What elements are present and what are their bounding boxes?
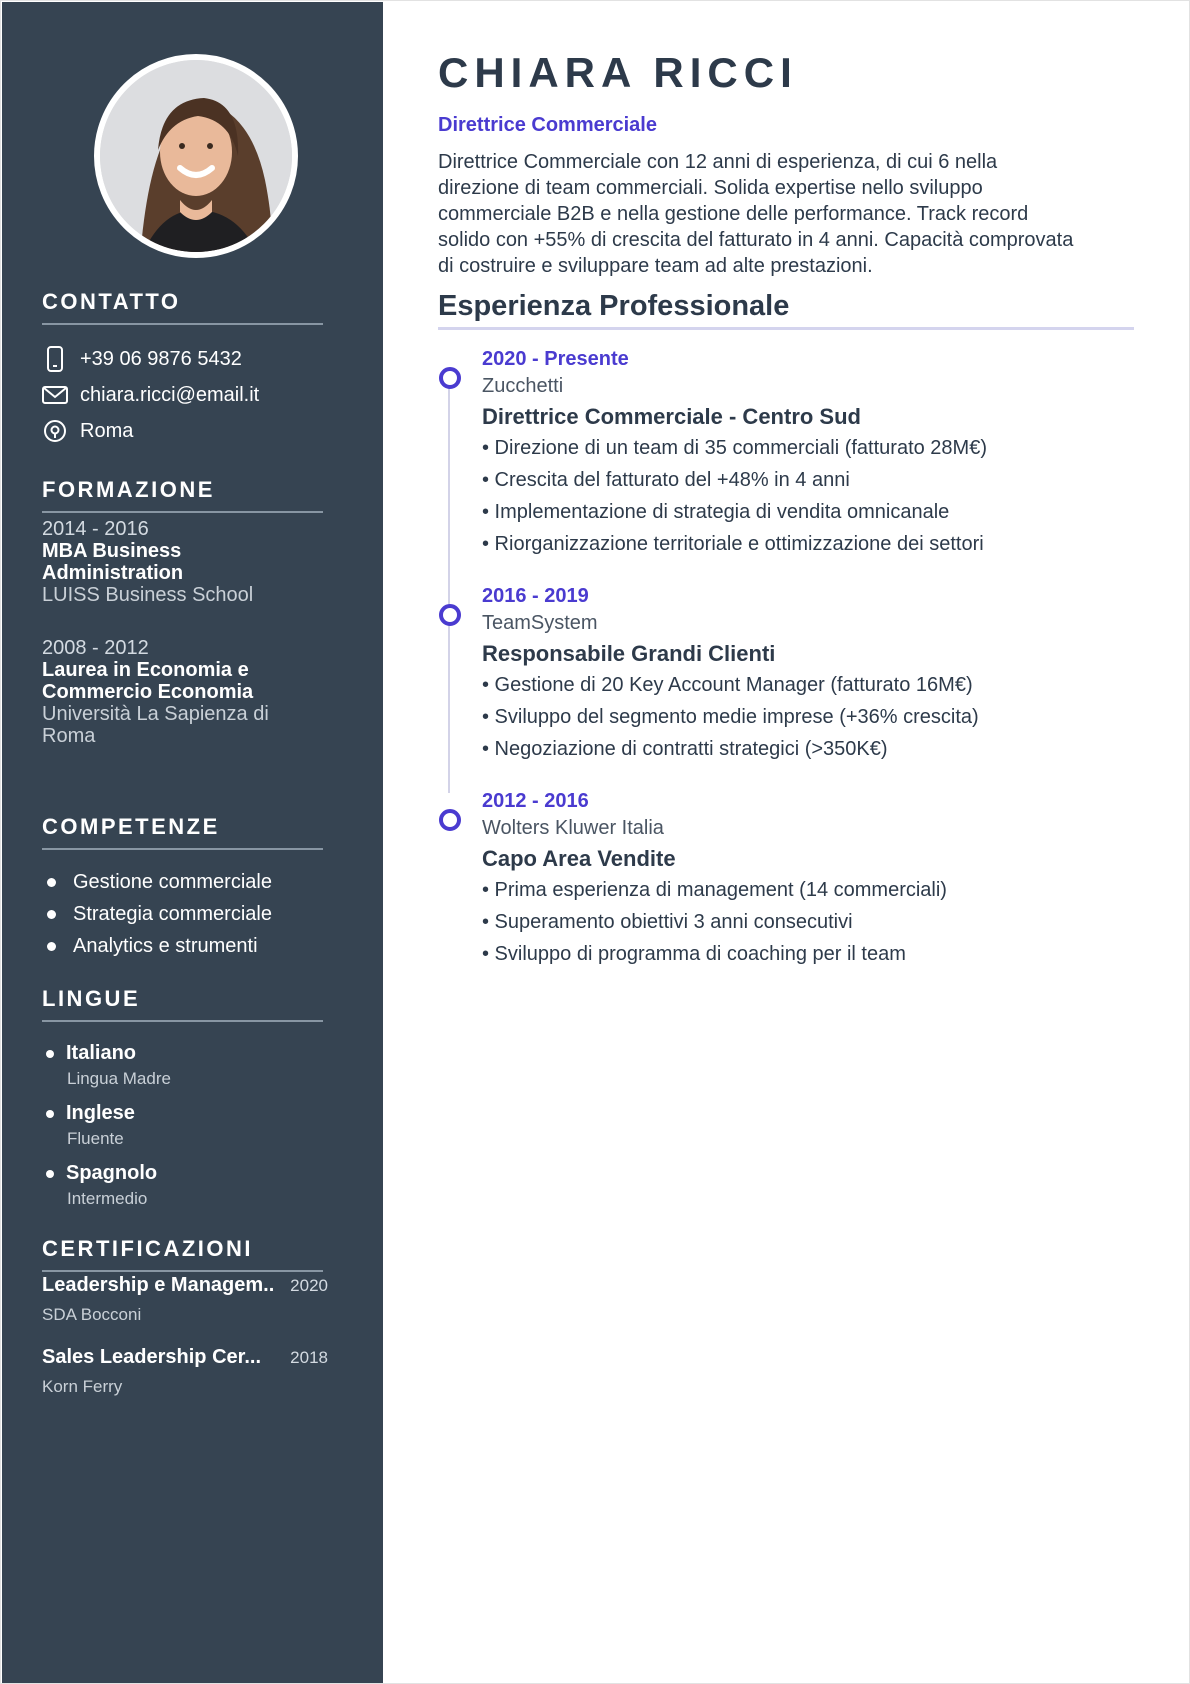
phone-icon — [42, 346, 68, 372]
certification-item — [42, 1274, 328, 1325]
sidebar — [2, 2, 383, 1683]
job-title: Direttrice Commerciale - Centro Sud — [482, 404, 861, 429]
bullet-icon — [46, 1170, 54, 1178]
language-item — [42, 1162, 332, 1209]
job-bullets — [482, 874, 1122, 970]
language-name: Italiano — [66, 1042, 137, 1064]
avatar-illustration — [100, 60, 292, 252]
phone-value: +39 06 9876 5432 — [80, 347, 242, 370]
contact-section-title: CONTATTO — [42, 289, 323, 325]
job-entry — [482, 348, 1122, 560]
job-bullets — [482, 669, 1122, 765]
bullet-icon — [47, 878, 56, 887]
education-years: 2008 - 2012 — [42, 637, 149, 659]
job-bullets — [482, 432, 1122, 560]
job-title: Responsabile Grandi Clienti — [482, 641, 776, 666]
list-item — [42, 866, 272, 898]
bullet-icon — [47, 942, 56, 951]
education-school: Università La Sapienza di Roma — [42, 703, 269, 747]
list-item: • Gestione di 20 Key Account Manager (fatturato 16M€) — [482, 674, 973, 696]
certification-org: SDA Bocconi — [42, 1305, 142, 1324]
education-degree: MBA Business Administration — [42, 540, 184, 584]
list-item — [42, 898, 272, 930]
timeline-line — [448, 383, 450, 793]
profile-summary: Direttrice Commerciale con 12 anni di esperienza, di cui 6 nella direzione di team commerciali. Solida expertise nello sviluppo commerciale B2B e nella gestione delle performance. Track record solido con +55% di crescita del fatturato in 4 anni. Capacità comprovata di costruire e sviluppare team ad alte prestazioni. — [438, 151, 1074, 277]
skills-list — [42, 866, 272, 962]
skill-label: Strategia commerciale — [73, 902, 272, 925]
language-level: Lingua Madre — [67, 1069, 171, 1088]
education-item — [42, 518, 342, 606]
timeline-dot-icon — [439, 367, 461, 389]
contact-phone[interactable] — [42, 346, 242, 372]
job-title: Capo Area Vendite — [482, 846, 676, 871]
education-section-title: FORMAZIONE — [42, 477, 323, 513]
language-level: Intermedio — [67, 1189, 148, 1208]
education-school: LUISS Business School — [42, 584, 254, 606]
language-name: Spagnolo — [66, 1162, 158, 1184]
bullet-icon — [46, 1050, 54, 1058]
location-pin-icon — [42, 418, 68, 444]
certification-year: 2018 — [290, 1348, 328, 1367]
job-period: 2016 - 2019 — [482, 585, 589, 607]
certification-name: Sales Leadership Cer... — [42, 1346, 261, 1368]
skills-section-title: COMPETENZE — [42, 814, 323, 850]
job-company: TeamSystem — [482, 612, 598, 634]
languages-section-title: LINGUE — [42, 986, 323, 1022]
education-degree: Laurea in Economia e Commercio Economia — [42, 659, 254, 703]
list-item: • Riorganizzazione territoriale e ottimizzazione dei settori — [482, 533, 984, 555]
candidate-name: CHIARA RICCI — [438, 49, 798, 96]
certification-org: Korn Ferry — [42, 1377, 123, 1396]
list-item: • Sviluppo del segmento medie imprese (+36% crescita) — [482, 706, 979, 728]
list-item: • Sviluppo di programma di coaching per il team — [482, 943, 906, 965]
job-period: 2012 - 2016 — [482, 790, 589, 812]
certification-year: 2020 — [290, 1276, 328, 1295]
language-item — [42, 1102, 332, 1149]
list-item: • Crescita del fatturato del +48% in 4 anni — [482, 469, 850, 491]
bullet-icon — [46, 1110, 54, 1118]
education-item — [42, 637, 342, 747]
list-item: • Direzione di un team di 35 commerciali (fatturato 28M€) — [482, 437, 987, 459]
bullet-icon — [47, 910, 56, 919]
list-item: • Prima esperienza di management (14 commerciali) — [482, 879, 947, 901]
profile-photo — [94, 54, 298, 258]
education-years: 2014 - 2016 — [42, 518, 149, 540]
timeline-dot-icon — [439, 604, 461, 626]
certification-name: Leadership e Managem.. — [42, 1274, 275, 1296]
job-period: 2020 - Presente — [482, 348, 629, 370]
list-item — [42, 930, 272, 962]
email-value: chiara.ricci@email.it — [80, 383, 260, 406]
job-entry — [482, 585, 1122, 765]
skill-label: Analytics e strumenti — [73, 934, 258, 957]
location-value: Roma — [80, 419, 134, 442]
list-item: • Negoziazione di contratti strategici (>350K€) — [482, 738, 888, 760]
language-item — [42, 1042, 332, 1089]
experience-section-title: Esperienza Professionale — [438, 290, 1134, 330]
candidate-role: Direttrice Commerciale — [438, 114, 657, 136]
skill-label: Gestione commerciale — [73, 870, 272, 893]
timeline-dot-icon — [439, 809, 461, 831]
mail-icon — [42, 382, 68, 408]
job-entry — [482, 790, 1122, 970]
language-level: Fluente — [67, 1129, 124, 1148]
certification-item — [42, 1346, 328, 1397]
language-name: Inglese — [66, 1102, 135, 1124]
job-company: Zucchetti — [482, 375, 564, 397]
job-company: Wolters Kluwer Italia — [482, 817, 664, 839]
list-item: • Superamento obiettivi 3 anni consecutivi — [482, 911, 853, 933]
contact-email[interactable] — [42, 382, 259, 408]
certifications-section-title: CERTIFICAZIONI — [42, 1236, 323, 1272]
contact-location — [42, 418, 133, 444]
list-item: • Implementazione di strategia di vendita omnicanale — [482, 501, 950, 523]
